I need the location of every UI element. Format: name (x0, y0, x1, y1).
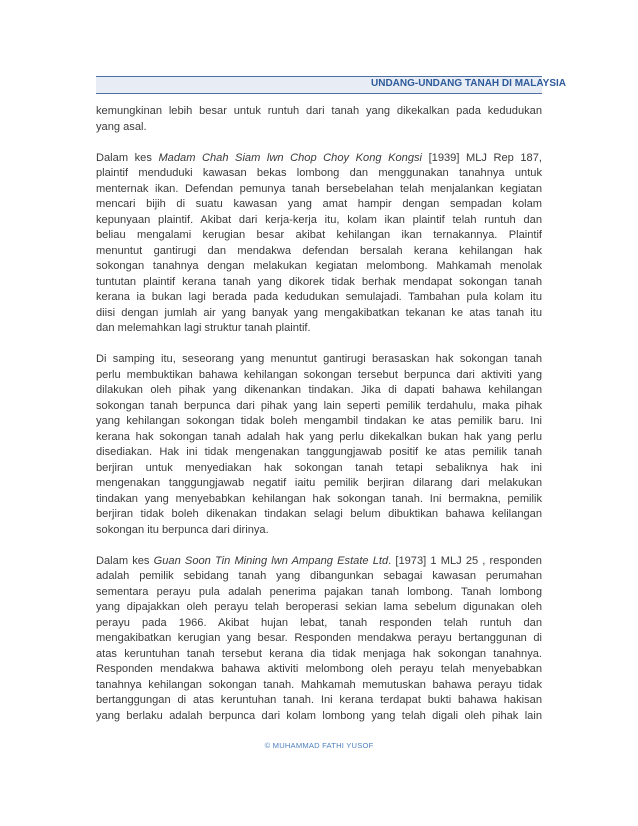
text-line: yang asal. (96, 120, 147, 133)
text-line: tanahnya kehilangan sokongan tanah. Mahkamah memutuskan bahawa perayu tidak (96, 678, 542, 691)
text-line: yang berlaku adalah berpunca dari kolam lombong yang telah digali oleh pihak lain (96, 709, 542, 722)
paragraph (96, 352, 542, 538)
text-line: mengenakan tanggungjawab negatif iaitu pemilik berjiran dilarang dari melakukan (96, 477, 542, 489)
text-line: tindakan yang menyebabkan kehilangan hak sokongan tanah. Ini bermakna, pemilik (96, 492, 542, 505)
text-line: perlu membuktikan bahawa kehilangan sokongan tersebut berpunca dari aktiviti yang (96, 368, 542, 381)
case-name: Madam Chah Siam lwn Chop Choy Kong Kongsi (158, 151, 423, 164)
text-line: dan melemahkan lagi struktur tanah plaintif. (96, 322, 311, 334)
text-line: mencari bijih di suatu kawasan yang amat hampir dengan sempadan kolam (96, 198, 542, 210)
text-line: dilakukan oleh pihak yang dikenankan tindakan. Jika di dapati bahawa kehilangan (96, 384, 542, 396)
paragraph (96, 151, 542, 337)
text-line: sokongan tanah berpunca dari pihak yang lain seperti pemilik terdahulu, maka pihak (96, 399, 542, 412)
text-line: perayu pada 1966. Akibat hujan lebat, tanah responden telah runtuh dan (96, 616, 542, 629)
text-line: berjiran untuk menyediakan hak sokongan tanah tetapi sebaliknya hak ini (96, 461, 542, 474)
text-line: mengakibatkan kerugian yang besar. Responden mendakwa perayu bertanggunan di (96, 632, 542, 644)
copyright-footer: © MUHAMMAD FATHI YUSOF (264, 741, 374, 750)
text-line: sokongan tanahnya dengan melakukan kegiatan melombong. Mahkamah menolak (96, 260, 542, 272)
text-line: tuntutan plaintif kerana tanah yang dikorek tidak berhak mendapat sokongan tanah (96, 275, 542, 288)
header-title: UNDANG-UNDANG TANAH DI MALAYSIA (371, 78, 566, 89)
text-line: kepunyaan plaintif. Akibat dari kerja-kerja itu, kolam ikan plaintif telah runtuh dan (96, 213, 542, 226)
text-line: diisi dengan jumlah air yang banyak yang mengakibatkan tekanan ke atas tanah itu (96, 306, 542, 319)
text-line: Dalam kes Guan Soon Tin Mining lwn Ampang Estate Ltd. [1973] 1 MLJ 25 , responden (96, 554, 542, 567)
text-line: berjiran tidak boleh dikenakan tindakan selagi belum dibuktikan bahawa kelilangan (96, 508, 542, 520)
text-line: Di samping itu, seseorang yang menuntut gantirugi berasaskan hak sokongan tanah (96, 353, 542, 365)
text-line: atas keruntuhan tanah tersebut kerana dia tidak menjaga hak sokongan tanahnya. (96, 647, 542, 660)
text-line: yang dipajakkan oleh perayu telah beroperasi sekian lama sebelum digunakan oleh (96, 601, 542, 613)
text-line: menuntut gantirugi dan mendakwa defendan bersalah kerana kehilangan hak (96, 244, 542, 257)
text-line: adalah pemilik sebidang tanah yang dibangunkan sebagai kawasan perumahan (96, 570, 542, 582)
text-line: kemungkinan lebih besar untuk runtuh dari tanah yang dikekalkan pada kedudukan (96, 105, 542, 117)
text-line: Responden mendakwa bahawa aktiviti melombong oleh perayu telah menyebabkan (96, 663, 542, 675)
text-line: sokongan itu berpunca dari dirinya. (96, 523, 269, 536)
paragraph (96, 554, 542, 725)
text-line: kerana ia bukan lagi berada pada kedudukan semulajadi. Tambahan pula kolam itu (96, 291, 542, 303)
text-line: bertanggungan di atas keruntuhan tanah. Ini kerana terdapat bukti bahawa hakisan (96, 694, 542, 706)
page-header (96, 76, 566, 94)
text-line: menternak ikan. Defendan pemunya tanah bersebelahan telah menjalankan kegiatan (96, 182, 542, 195)
text-line: plaintif menduduki kawasan bekas lombong dan menggunakan tanahnya untuk (96, 167, 542, 179)
text-line: sementara perayu pula adalah penerima pajakan tanah lombong. Tanah lombong (96, 585, 542, 598)
text-line: yang kehilangan sokongan tidak boleh mengambil tindakan ke atas pemilik baru. Ini (96, 415, 542, 427)
text-line: disediakan. Hak ini tidak mengenakan tanggungjawab positif ke atas pemilik tanah (96, 446, 542, 458)
case-name: Guan Soon Tin Mining lwn Ampang Estate Ltd (153, 554, 389, 567)
text-line: beliau mengalami kerugian besar akibat kehilangan ikan ternakannya. Plaintif (96, 229, 542, 241)
text-line: Dalam kes Madam Chah Siam lwn Chop Choy Kong Kongsi [1939] MLJ Rep 187, (96, 151, 542, 164)
document-body (96, 104, 542, 740)
text-line: kerana hak sokongan tanah adalah hak yang perlu dikekalkan bukan hak yang perlu (96, 430, 542, 443)
paragraph (96, 104, 542, 135)
